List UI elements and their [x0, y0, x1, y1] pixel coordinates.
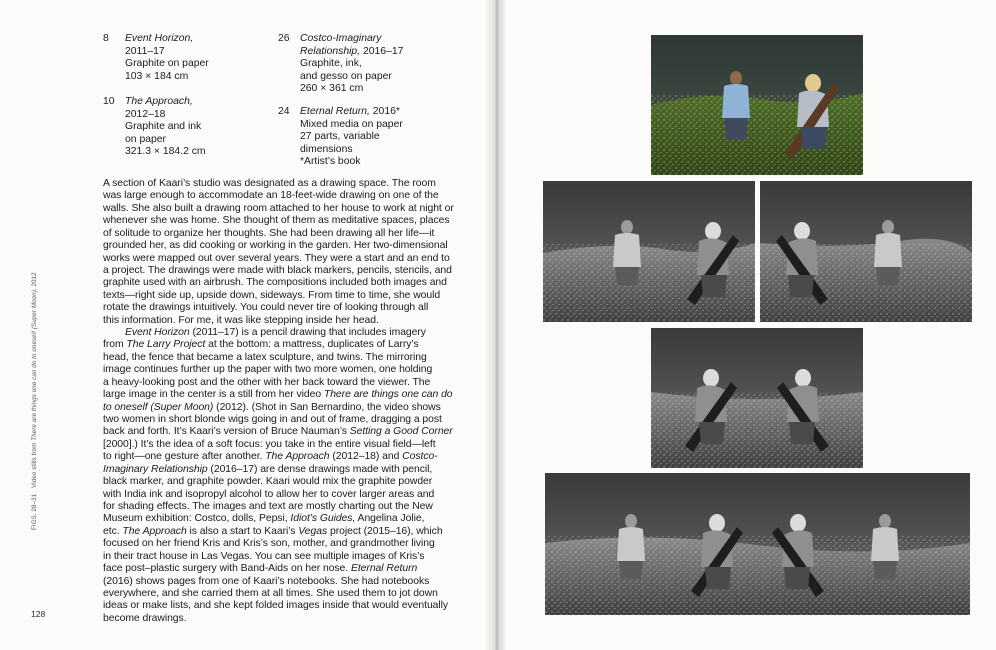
caption-year: 2016–17 — [360, 45, 404, 57]
caption-line: Graphite and ink — [125, 121, 202, 133]
text-line: face post–plastic surgery with Band-Aids on her nose. Eternal Return — [103, 563, 418, 575]
caption-line: Mixed media on paper — [300, 118, 403, 130]
video-still-bw-2 — [760, 181, 972, 322]
figure-side-caption: FIGS. 28–31Video stills from There are things one can do to oneself (Super Moon), 2012 — [31, 272, 38, 530]
text-line: focused on her friend Kris and Kris’s son, mother, and grandmother living — [103, 538, 435, 550]
paragraph-1 — [103, 178, 473, 327]
caption-line: 2011–17 — [125, 45, 165, 57]
caption-line: Graphite on paper — [125, 58, 209, 70]
caption-title: The Approach, — [125, 96, 193, 107]
text-line: Imaginary Relationship (2016–17) are dense drawings made with pencil, — [103, 463, 433, 475]
video-still-bw-4 — [545, 473, 970, 615]
text-line: ideas or make lists, and she kept folded images inside that would eventually — [103, 600, 449, 612]
text-line: image continues further up the paper with two more women, one holding — [103, 364, 433, 376]
text-line: everywhere, and she carried them at all times. She used them to jot down — [103, 587, 438, 599]
text-line: become drawings. — [103, 612, 187, 624]
caption-line: 260 × 361 cm — [300, 83, 364, 95]
text-line: this information. For me, it was like stepping inside her head. — [103, 314, 379, 326]
caption-line: *Artist’s book — [300, 156, 361, 168]
caption-number: 24 — [278, 106, 290, 117]
text-line: a heavy-looking post and the other with her back toward the viewer. The — [103, 376, 431, 388]
caption-line: dimensions — [300, 143, 353, 155]
caption-title: Event Horizon, — [125, 33, 194, 44]
body-text — [103, 178, 473, 625]
caption-line: and gesso on paper — [300, 70, 392, 82]
text-line: whenever she was home. She thought of them as meditative spaces, places — [103, 215, 450, 227]
text-line: [2000].) It’s the idea of a soft focus: you take in the entire visual field—left — [103, 438, 436, 450]
page-number: 128 — [31, 609, 46, 619]
caption-year: 2016* — [369, 106, 400, 117]
text-line: head, the fence that became a latex sculpture, and twins. The mirroring — [103, 351, 427, 363]
caption-number: 10 — [103, 96, 115, 107]
caption-number: 8 — [103, 33, 109, 44]
caption-line: on paper — [125, 133, 167, 145]
caption-line: Graphite, ink, — [300, 58, 362, 70]
text-line: was large enough to accommodate an 18-feet-wide drawing on one of the — [103, 190, 439, 202]
text-line: two women in short blonde wigs going in and out of frame, dragging a post — [103, 414, 442, 426]
text-line: a project. The drawings were made with black markers, pencils, stencils, and — [103, 264, 452, 276]
video-still-bw-1 — [543, 181, 755, 322]
text-line: Museum exhibition: Costco, dolls, Pepsi, Idiot’s Guides, Angelina Jolie, — [103, 513, 425, 525]
caption-title-cont: Relationship, — [300, 45, 361, 57]
figure-label: FIGS. 28–31 — [31, 493, 38, 530]
text-line: works were mapped out over several years. They were a start and an end to — [103, 252, 450, 264]
caption-title: Costco-Imaginary — [300, 33, 382, 44]
text-line: Event Horizon (2011–17) is a pencil drawing that includes imagery — [125, 327, 426, 339]
text-line: in their tract house in Las Vegas. You can see multiple images of Kris’s — [103, 550, 425, 562]
text-line: A section of Kaari’s studio was designated as a drawing space. The room — [103, 178, 436, 189]
text-line: to right—one gesture after another. The Approach (2012–18) and Costco- — [103, 451, 438, 463]
caption-line: 321.3 × 184.2 cm — [125, 146, 206, 158]
caption-line: 2012–18 — [125, 108, 166, 120]
text-line: of solitude to organize her thoughts. She had been drawing all her life—it — [103, 227, 435, 239]
text-line: grounded her, as did cooking or working in the garden. Her two-dimensional — [103, 240, 448, 252]
text-line: rotate the drawings intuitively. You could never tire of looking through all — [103, 302, 429, 314]
text-line: large image in the center is a still from her video There are things one can do — [103, 389, 453, 401]
text-line: (2016) shows pages from one of Kaari’s notebooks. She had notebooks — [103, 575, 430, 587]
text-line: graphite used with an airbrush. The compositions included both images and — [103, 277, 447, 289]
text-line: from The Larry Project at the bottom: a mattress, duplicates of Larry’s — [103, 339, 419, 351]
caption-line: 103 × 184 cm — [125, 70, 189, 82]
text-line: etc. The Approach is also a start to Kaari’s Vegas project (2015–16), which — [103, 525, 443, 537]
text-line: to oneself (Super Moon) (2012). (Shot in San Bernardino, the video shows — [103, 401, 441, 413]
text-line: for shading effects. The images and text are mostly charting out the New — [103, 500, 433, 512]
text-line: walls. She also built a drawing room attached to her house to work at night or — [103, 202, 454, 214]
video-still-bw-3 — [651, 328, 863, 468]
text-line: black marker, and graphite powder. Kaari would mix the graphite powder — [103, 476, 433, 488]
paragraph-2 — [103, 327, 473, 625]
text-line: back and forth. It’s Kaari’s version of Bruce Nauman’s Setting a Good Corner — [103, 426, 453, 438]
caption-line: 27 parts, variable — [300, 131, 380, 143]
caption-number: 26 — [278, 33, 290, 44]
caption-title: Eternal Return, — [300, 106, 370, 117]
left-page — [0, 0, 493, 650]
text-line: texts—right side up, upside down, sideways. From time to time, she would — [103, 289, 441, 301]
text-line: with India ink and isopropyl alcohol to allow her to cover larger areas and — [103, 488, 435, 500]
video-still-color — [651, 35, 863, 175]
right-page — [505, 0, 996, 650]
